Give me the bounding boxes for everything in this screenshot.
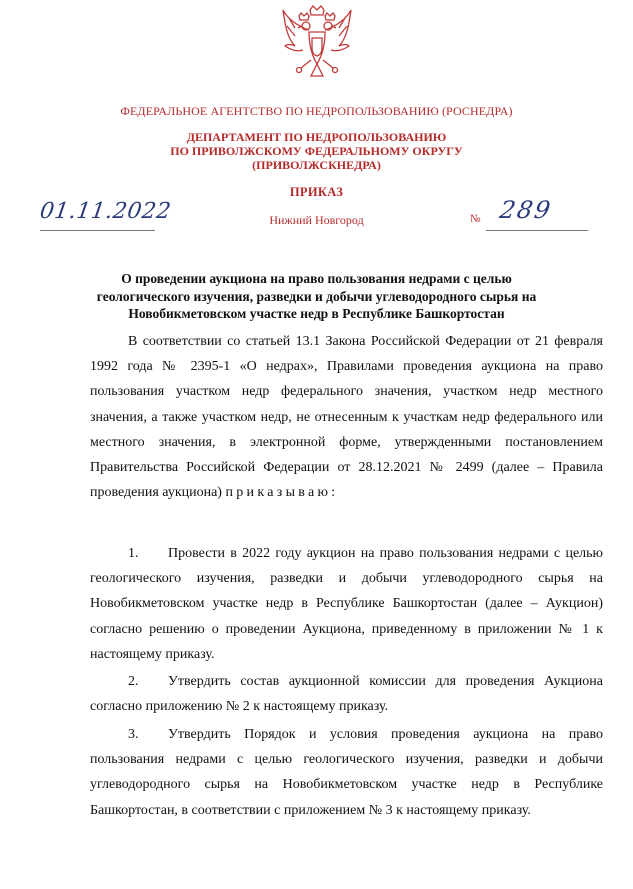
handwritten-number: 289 [497,196,555,224]
item-number: 1. [128,546,139,561]
number-underline [486,230,588,231]
heading-line: геологического изучения, разведки и добычи углеводородного сырья на [96,288,537,304]
item-number: 3. [128,727,139,742]
department-line: ДЕПАРТАМЕНТ ПО НЕДРОПОЛЬЗОВАНИЮ [186,130,447,144]
city-name: Нижний Новгород [269,213,364,227]
agency-name: ФЕДЕРАЛЬНОЕ АГЕНТСТВО ПО НЕДРОПОЛЬЗОВАНИЮ (РОСНЕДРА) [120,104,513,118]
department-line: (ПРИВОЛЖСКНЕДРА) [252,158,381,172]
item-text: Провести в 2022 году аукцион на право пользования недрами с целью геологического изучения, разведки и добычи углеводородного сырья на Новобикметовском участке недр в Республике Башкортостан (далее – Аукцион) согласно решению о проведении Аукциона, приведенному в приложении № 1 к настоящему приказу. [90,546,603,662]
preamble-paragraph [90,329,603,505]
item-text: Утвердить Порядок и условия проведения аукциона на право пользования недрами с целью геологического изучения, разведки и добычи углеводородного сырья на Новобикметовском участке недр в Республике Башкортостан, в соответствии с приложением № 3 к настоящему приказу. [90,727,603,818]
order-item [90,722,603,823]
item-text: Утвердить состав аукционной комиссии для проведения Аукциона согласно приложению № 2 к настоящему приказу. [90,674,603,715]
order-item [90,669,603,719]
preamble-text: В соответствии со статьей 13.1 Закона Российской Федерации от 21 февраля 1992 года № 2395-1 «О недрах», Правилами проведения аукциона на право пользования участком недр федерального значения, участком недр местного значения, а также участком недр, не отнесенным к участкам недр федерального или местного значения, в электронной форме, утвержденными постановлением Правительства Российской Федерации от 28.12.2021 № 2499 (далее – Правила проведения аукциона) [90,334,603,501]
department-name [0,130,633,172]
document-heading [60,270,573,323]
department-line: ПО ПРИВОЛЖСКОМУ ФЕДЕРАЛЬНОМУ ОКРУГУ [170,144,463,158]
handwritten-date: 01.11.2022 [38,199,173,224]
coat-of-arms-icon [279,4,355,94]
date-underline [40,230,155,231]
heading-line: Новобикметовском участке недр в Республике Башкортостан [128,306,505,321]
order-word: приказываю: [225,485,339,501]
order-item [90,541,603,667]
number-label: № [470,213,481,225]
doc-type-title: ПРИКАЗ [289,185,344,199]
heading-line: О проведении аукциона на право пользования недрами с целью [121,271,512,286]
item-number: 2. [128,674,139,689]
